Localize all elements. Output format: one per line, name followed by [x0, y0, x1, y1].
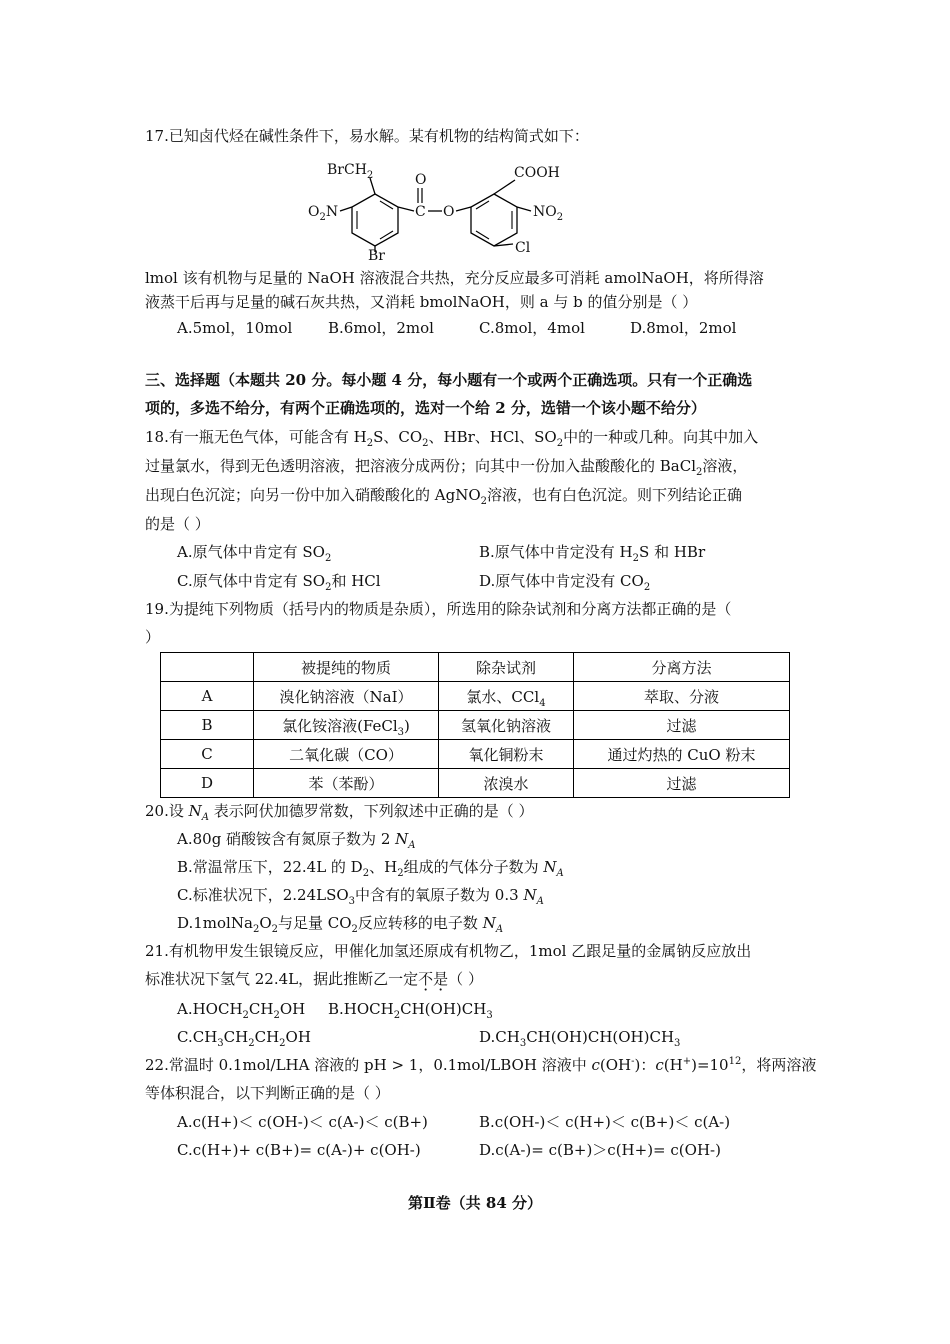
struct-br: Br [368, 248, 385, 264]
q22-line1: 22.常温时 0.1mol/LHA 溶液的 pH > 1，0.1mol/LBOH 溶液中 c(OH-)：$c(H^+)=10^{12}$，将两溶液 [145, 1056, 817, 1074]
q17-option-c: C.8mol，4mol [479, 319, 585, 337]
q21-line1: 21.有机物甲发生银镜反应，甲催化加氢还原成有机物乙，1mol 乙跟足量的金属钠反应放出 [145, 942, 752, 960]
q17-option-b: B.6mol，2mol [328, 319, 434, 337]
q18-option-b: B.原气体中肯定没有 $H_2S$ 和 HBr [479, 543, 706, 564]
row-substance: 苯（苯酚） [254, 769, 439, 798]
q19-stem: 19.为提纯下列物质（括号内的物质是杂质），所选用的除杂试剂和分离方法都正确的是（ [145, 600, 732, 618]
q17-option-d: D.8mol，2mol [630, 319, 737, 337]
struct-cooh: COOH [514, 165, 560, 181]
q22-option-a: A.c(H+)＜ c(OH-)＜ c(A-)＜ c(B+) [177, 1113, 428, 1131]
struct-brch2: BrCH$_2$ [327, 162, 374, 181]
q20-stem: 20.设 $N_A$ 表示阿伏加德罗常数，下列叙述中正确的是（ ） [145, 802, 534, 823]
q17-stem: 17.已知卤代烃在碱性条件下，易水解。某有机物的结构简式如下： [145, 127, 589, 145]
q21-option-b: $B.HOCH_2CH(OH)CH_3$ [328, 1000, 493, 1021]
table-row [161, 711, 790, 740]
row-method: 通过灼热的 CuO 粉末 [574, 740, 790, 769]
q18-option-d: D.原气体中肯定没有 $CO_2$ [479, 572, 651, 593]
q20-option-d: $D.1molNa_2O_2$与足量 $CO_2$反应转移的电子数 $N_A$ [177, 914, 504, 935]
table-header-row [161, 653, 790, 682]
q22-line2: 等体积混合，以下判断正确的是（ ） [145, 1084, 390, 1102]
row-substance: 二氧化碳（CO） [254, 740, 439, 769]
table-row [161, 682, 790, 711]
q17-text2: 液蒸干后再与足量的碱石灰共热，又消耗 bmolNaOH，则 a 与 b 的值分别是（ ） [145, 293, 698, 311]
q21-line2: 标准状况下氢气 22.4L，据此推断乙一定不是（ ） [145, 970, 483, 988]
struct-no2: $NO_2$ [533, 204, 564, 223]
q21-option-d: $D.CH_3CH(OH)CH(OH)CH_3$ [479, 1028, 681, 1049]
part2-title: 第Ⅱ卷（共 84 分） [408, 1194, 542, 1212]
q22-option-b: B.c(OH-)＜ c(H+)＜ c(B+)＜ c(A-) [479, 1113, 731, 1131]
table-row [161, 740, 790, 769]
struct-o2n: $O_2N$ [308, 204, 339, 223]
table-header-cell [161, 653, 254, 682]
row-method: 过滤 [574, 711, 790, 740]
row-method: 萃取、分液 [574, 682, 790, 711]
row-reagent: 氯水、CCl$_4$ [439, 682, 574, 711]
row-label: B [161, 711, 254, 740]
row-reagent: 氢氧化钠溶液 [439, 711, 574, 740]
q22-option-d: D.c(A-)= c(B+)＞c(H+)= c(OH-) [479, 1141, 721, 1159]
q19-stem-close: ） [145, 628, 161, 646]
row-reagent: 浓溴水 [439, 769, 574, 798]
row-label: D [161, 769, 254, 798]
q18-line3: 出现白色沉淀；向另一份中加入硝酸酸化的 AgNO$_2$溶液，也有白色沉淀。则下列结论正确 [145, 486, 743, 507]
row-method: 过滤 [574, 769, 790, 798]
row-substance: 氯化铵溶液(FeCl$_3$) [254, 711, 439, 740]
row-reagent: 氧化铜粉末 [439, 740, 574, 769]
section3-line2: 项的，多选不给分，有两个正确选项的，选对一个给 2 分，选错一个该小题不给分） [145, 399, 706, 417]
q20-option-c: C.标准状况下，$2.24LSO_3$中含有的氧原子数为 0.3 $N_A$ [177, 886, 544, 907]
q18-option-a: A.原气体中肯定有 $SO_2$ [177, 543, 332, 564]
q21-option-a: $A.HOCH_2CH_2OH$ [177, 1000, 306, 1021]
q20-option-b: B.常温常压下，22.4L 的 $D_2$、$H_2$组成的气体分子数为 $N_A$ [177, 858, 564, 879]
row-label: A [161, 682, 254, 711]
q21-option-c: $C.CH_3CH_2CH_2OH$ [177, 1028, 311, 1049]
struct-c: C [415, 204, 426, 220]
q19-table [160, 652, 790, 798]
q18-line2: 过量氯水，得到无色透明溶液，把溶液分成两份；向其中一份加入盐酸酸化的 BaCl$_2$溶液， [145, 457, 748, 478]
q18-line4: 的是（ ） [145, 515, 210, 533]
table-header-cell: 被提纯的物质 [254, 653, 439, 682]
q17-text1: lmol 该有机物与足量的 NaOH 溶液混合共热，充分反应最多可消耗 amolNaOH，将所得溶 [145, 269, 764, 287]
q18-line1: 18.有一瓶无色气体，可能含有 $H_2S$、$CO_2$、HBr、HCl、$SO_2$中的一种或几种。向其中加入 [145, 428, 759, 449]
table-row [161, 769, 790, 798]
q20-option-a: A.80g 硝酸铵含有氮原子数为 2 $N_A$ [177, 830, 416, 851]
struct-ester-o: O [443, 204, 455, 220]
row-label: C [161, 740, 254, 769]
table-header-cell: 分离方法 [574, 653, 790, 682]
row-substance: 溴化钠溶液（NaI） [254, 682, 439, 711]
q17-option-a: A.5mol，10mol [177, 319, 293, 337]
q18-option-c: C.原气体中肯定有 $SO_2$和 HCl [177, 572, 381, 593]
struct-carbonyl-o: O [415, 172, 427, 188]
q22-option-c: C.c(H+)+ c(B+)= c(A-)+ c(OH-) [177, 1141, 421, 1159]
section3-line1: 三、选择题（本题共 20 分。每小题 4 分，每小题有一个或两个正确选项。只有一个正确选 [145, 371, 753, 389]
struct-cl: Cl [515, 240, 531, 256]
table-header-cell: 除杂试剂 [439, 653, 574, 682]
